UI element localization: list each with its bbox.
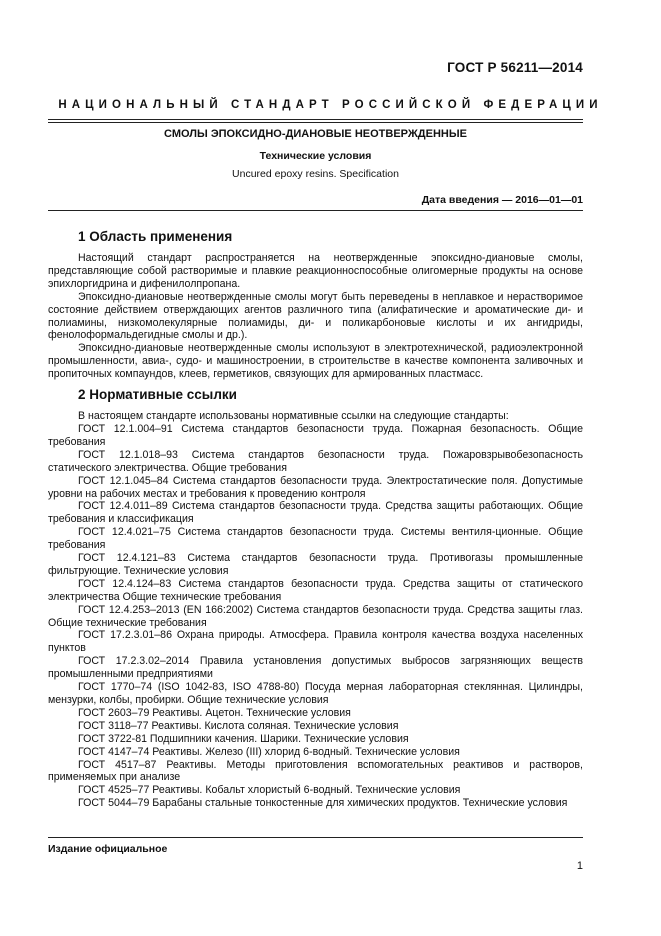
reference-item: ГОСТ 17.2.3.01–86 Охрана природы. Атмосфера. Правила контроля качества воздуха населенных пунктов xyxy=(48,629,583,655)
reference-item: ГОСТ 1770–74 (ISO 1042-83, ISO 4788-80) Посуда мерная лабораторная стеклянная. Цилиндры, мензурки, колбы, пробирки. Общие технические условия xyxy=(48,681,583,706)
reference-item: ГОСТ 2603–79 Реактивы. Ацетон. Технические условия xyxy=(78,706,351,719)
reference-item: ГОСТ 12.4.011–89 Система стандартов безопасности труда. Средства защиты работающих. Общие требования и классификация xyxy=(48,500,583,526)
reference-item: ГОСТ 12.4.124–83 Система стандартов безопасности труда. Средства защиты от статического электричества Общие технические требования xyxy=(48,577,583,603)
section-1-heading: 1 Область применения xyxy=(78,229,233,244)
section-2-heading: 2 Нормативные ссылки xyxy=(78,387,237,403)
document-title: СМОЛЫ ЭПОКСИДНО-ДИАНОВЫЕ НЕОТВЕРЖДЕННЫЕ xyxy=(164,128,467,140)
page-number: 1 xyxy=(576,860,583,872)
reference-item: ГОСТ 3118–77 Реактивы. Кислота соляная. Технические условия xyxy=(78,719,399,732)
reference-item: ГОСТ 12.4.121–83 Система стандартов безопасности труда. Противогазы промышленные фильтрующие. Технические условия xyxy=(48,552,583,577)
date-rule xyxy=(48,210,583,211)
introduction-date: Дата введения — 2016—01—01 xyxy=(421,194,583,206)
reference-item: ГОСТ 12.1.018–93 Система стандартов безопасности труда. Пожаровзрывобезопасность статического электричества. Общие требования xyxy=(48,448,583,474)
header-rule-thick xyxy=(48,119,583,120)
reference-item: ГОСТ 12.1.004–91 Система стандартов безопасности труда. Пожарная безопасность. Общие требования xyxy=(48,422,583,448)
reference-item: ГОСТ 4147–74 Реактивы. Железо (III) хлорид 6-водный. Технические условия xyxy=(78,745,460,758)
national-standard-banner: НАЦИОНАЛЬНЫЙ СТАНДАРТ РОССИЙСКОЙ ФЕДЕРАЦИИ xyxy=(58,99,603,111)
section-1-paragraph: Эпоксидно-диановые неотвержденные смолы используют в электротехнической, радиоэлектронной промышленности, авиа-, судо- и машиностроении, в строительстве в качестве компонента заливочных и пропиточных компаундов, клеев, герметиков, связующих для армированных пластмасс. xyxy=(48,342,583,381)
reference-item: ГОСТ 4517–87 Реактивы. Методы приготовления вспомогательных реактивов и растворов, применяемых при анализе xyxy=(48,758,583,784)
section-1-paragraph: Настоящий стандарт распространяется на неотвержденные эпоксидно-диановые смолы, представляющие собой растворимые и плавкие реакционноспособные олигомерные продукты на основе эпихлоргидрина и дифенилолпропана. xyxy=(48,252,583,290)
reference-item: ГОСТ 5044–79 Барабаны стальные тонкостенные для химических продуктов. Технические условия xyxy=(78,797,568,810)
reference-list xyxy=(48,423,583,810)
reference-item: ГОСТ 3722-81 Подшипники качения. Шарики. Технические условия xyxy=(78,732,409,745)
document-subtitle: Технические условия xyxy=(259,150,372,162)
footer-rule xyxy=(48,837,583,838)
document-code: ГОСТ Р 56211—2014 xyxy=(447,60,583,75)
reference-item: ГОСТ 12.4.021–75 Система стандартов безопасности труда. Системы вентиля-ционные. Общие требования xyxy=(48,526,583,552)
document-body xyxy=(48,228,583,810)
reference-item: ГОСТ 4525–77 Реактивы. Кобальт хлористый 6-водный. Технические условия xyxy=(78,784,461,797)
reference-item: ГОСТ 12.1.045–84 Система стандартов безопасности труда. Электростатические поля. Допустимые уровни на рабочих местах и требования к проведению контроля xyxy=(48,474,583,500)
section-1-paragraph: Эпоксидно-диановые неотвержденные смолы могут быть переведены в неплавкое и нерастворимое состояние действием отверждающих агентов различного типа (алифатические и ароматические ди- и полиамины, низкомолекулярные полиамиды, ди- и поликарбоновые кислоты и их ангидриды, фенолоформальдегидные смолы и др.). xyxy=(48,290,583,342)
edition-label: Издание официальное xyxy=(48,843,168,855)
reference-item: ГОСТ 12.4.253–2013 (EN 166:2002) Система стандартов безопасности труда. Средства защиты глаз. Общие технические требования xyxy=(48,603,583,629)
reference-item: ГОСТ 17.2.3.02–2014 Правила установления допустимых выбросов загрязняющих веществ промышленными предприятиями xyxy=(48,655,583,681)
header-rule-thin xyxy=(48,122,583,123)
section-2-intro: В настоящем стандарте использованы нормативные ссылки на следующие стандарты: xyxy=(78,410,509,423)
document-title-english: Uncured epoxy resins. Specification xyxy=(232,168,399,180)
